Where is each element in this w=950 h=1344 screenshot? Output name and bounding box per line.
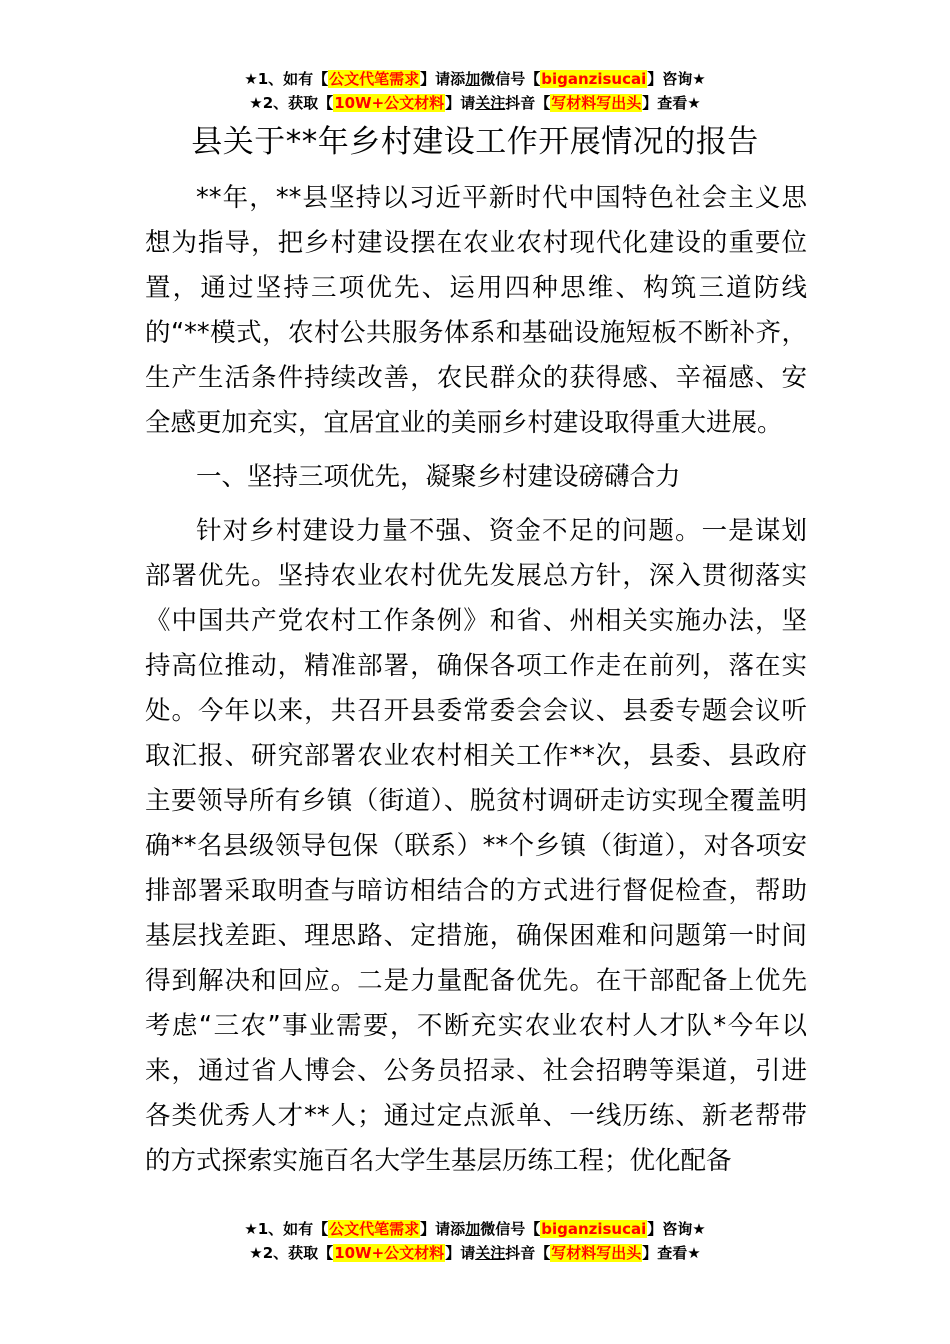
banner-line-2 [0, 92, 950, 116]
banner-line-1-prefix: ★1、如有【 [244, 70, 329, 88]
banner-line-2-prefix: ★2、获取【 [249, 94, 334, 112]
banner-line-1-suffix: 】咨询★ [647, 1220, 706, 1238]
banner-highlight-douyin-account: 写材料写出头 [551, 94, 642, 112]
banner-line-1-mid: 】请添 [420, 1220, 466, 1238]
banner-line-2-mid: 】请 [445, 1244, 476, 1262]
top-banner [0, 68, 950, 116]
banner-line-2-mid2: 抖音【 [505, 1244, 551, 1262]
banner-line-2-prefix: ★2、获取【 [249, 1244, 334, 1262]
section-heading-1: 一、坚持三项优先，凝聚乡村建设磅礴合力 [196, 462, 681, 492]
intro-paragraph: **年，**县坚持以习近平新时代中国特色社会主义思想为指导，把乡村建设摆在农业农村现代化建设的重要位置，通过坚持三项优先、运用四种思维、构筑三道防线的“**模式，农村公共服务体系和基础设施短板不断补齐，生产生活条件持续改善，农民群众的获得感、辛福感、安全感更加充实，宜居宜业的美丽乡村建设取得重大进展。 [145, 183, 807, 438]
banner-underlined-follow: 关注 [475, 94, 506, 112]
banner-highlight-materials: 10W+公文材料 [334, 1244, 445, 1262]
banner-highlight-writing-service: 公文代笔需求 [329, 70, 420, 88]
banner-highlight-writing-service: 公文代笔需求 [329, 1220, 420, 1238]
banner-underlined-add: 加 [465, 1220, 481, 1238]
document-title: 县关于**年乡村建设工作开展情况的报告 [191, 124, 759, 160]
banner-highlight-materials: 10W+公文材料 [334, 94, 445, 112]
banner-line-1-mid: 】请添 [420, 70, 466, 88]
banner-highlight-douyin-account: 写材料写出头 [551, 1244, 642, 1262]
document-body [145, 176, 807, 1184]
banner-underlined-add: 加 [465, 70, 481, 88]
banner-line-2-mid: 】请 [445, 94, 476, 112]
banner-line-1-mid2: 微信号【 [480, 1220, 541, 1238]
banner-line-1 [0, 68, 950, 92]
banner-line-2-suffix: 】查看★ [642, 1244, 701, 1262]
banner-line-1-prefix: ★1、如有【 [244, 1220, 329, 1238]
banner-line-1 [0, 1218, 950, 1242]
banner-line-2-suffix: 】查看★ [642, 94, 701, 112]
banner-line-2 [0, 1242, 950, 1266]
banner-line-1-suffix: 】咨询★ [647, 70, 706, 88]
bottom-banner [0, 1218, 950, 1266]
banner-highlight-wechat-id: biganzisucai [541, 70, 647, 88]
body-paragraph-1: 针对乡村建设力量不强、资金不足的问题。一是谋划部署优先。坚持农业农村优先发展总方针，深入贯彻落实《中国共产党农村工作条例》和省、州相关实施办法，坚持高位推动，精准部署，确保各项工作走在前列，落在实处。今年以来，共召开县委常委会会议、县委专题会议听取汇报、研究部署农业农村相关工作**次，县委、县政府主要领导所有乡镇（街道）、脱贫村调研走访实现全覆盖明确**名县级领导包保（联系）**个乡镇（街道），对各项安排部署采取明查与暗访相结合的方式进行督促检查，帮助基层找差距、理思路、定措施，确保困难和问题第一时间得到解决和回应。二是力量配备优先。在干部配备上优先考虑“三农”事业需要，不断充实农业农村人才队*今年以来，通过省人博会、公务员招录、社会招聘等渠道，引进各类优秀人才**人；通过定点派单、一线历练、新老帮带的方式探索实施百名大学生基层历练工程；优化配备 [145, 516, 807, 1176]
banner-underlined-follow: 关注 [475, 1244, 506, 1262]
banner-line-1-mid2: 微信号【 [480, 70, 541, 88]
banner-line-2-mid2: 抖音【 [505, 94, 551, 112]
banner-highlight-wechat-id: biganzisucai [541, 1220, 647, 1238]
